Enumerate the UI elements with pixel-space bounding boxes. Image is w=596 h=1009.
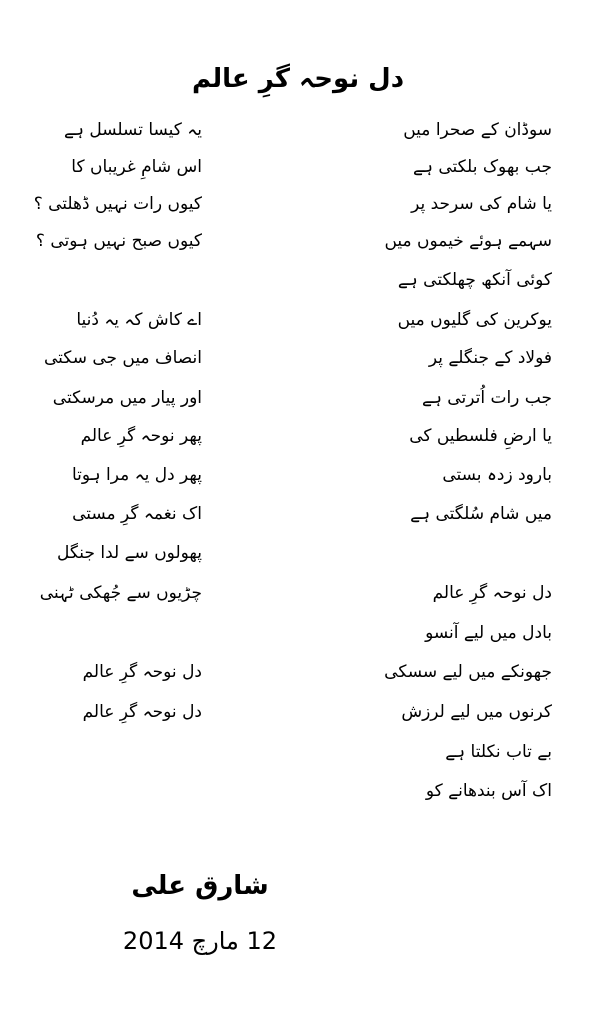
verse-right: بارود زدہ بستی: [442, 465, 552, 485]
verse-right: یوکرین کی گلیوں میں: [397, 310, 552, 330]
verse-row: [0, 537, 596, 569]
verse-row: [0, 459, 596, 491]
verse-left: پھر دل یہ مرا ہوتا: [71, 465, 202, 485]
verse-row: [0, 577, 596, 609]
verse-left: یہ کیسا تسلسل ہے: [64, 120, 202, 140]
verse-right: جب بھوک بلکتی ہے: [413, 157, 552, 177]
verse-right: [312, 537, 552, 569]
poem-verses: [0, 114, 596, 824]
verse-left: [2, 736, 202, 768]
verse-left: اک نغمہ گرِ مستی: [72, 504, 202, 524]
verse-right: یا ارضِ فلسطیں کی: [409, 426, 552, 446]
verse-right: فولاد کے جنگلے پر: [428, 348, 552, 368]
verse-row: [0, 188, 596, 220]
verse-left: اور پیار میں مرسکتی: [52, 388, 202, 408]
verse-right: جب رات اُترتی ہے: [421, 388, 552, 408]
verse-left: اس شامِ غریباں کا: [71, 157, 202, 177]
verse-right: کوئی آنکھ چھلکتی ہے: [397, 270, 552, 290]
verse-row: [0, 114, 596, 146]
poem-title: دل نوحہ گرِ عالم: [191, 64, 405, 94]
verse-left: کیوں صبح نہیں ہوتی ؟: [35, 231, 202, 251]
verse-left: پھر نوحہ گرِ عالم: [80, 426, 202, 446]
verse-right: جھونکے میں لیے سسکی: [384, 662, 552, 682]
verse-row: [0, 304, 596, 336]
verse-left: پھولوں سے لدا جنگل: [57, 543, 202, 563]
verse-right: سوڈان کے صحرا میں: [403, 120, 552, 140]
verse-left: [2, 264, 202, 296]
verse-row: [0, 617, 596, 649]
verse-row: [0, 382, 596, 414]
poem-date: 12 مارچ 2014: [122, 927, 278, 955]
verse-right: اک آس بندھانے کو: [425, 781, 552, 801]
verse-row: [0, 264, 596, 296]
verse-right: بے تاب نکلتا ہے: [445, 742, 552, 762]
author-name: شارق علی: [131, 871, 269, 901]
verse-row: [0, 225, 596, 257]
verse-left: کیوں رات نہیں ڈھلتی ؟: [33, 194, 202, 214]
verse-row: [0, 342, 596, 374]
verse-left: اے کاش کہ یہ دُنیا: [76, 310, 202, 330]
verse-row: [0, 420, 596, 452]
verse-left: [2, 775, 202, 807]
verse-left: [2, 617, 202, 649]
verse-row: [0, 736, 596, 768]
verse-row: [0, 498, 596, 530]
verse-right: کرنوں میں لیے لرزش: [401, 702, 552, 722]
verse-row: [0, 696, 596, 728]
verse-right: یا شام کی سرحد پر: [411, 194, 552, 214]
verse-left: دل نوحہ گرِ عالم: [82, 662, 202, 682]
verse-right: بادل میں لیے آنسو: [425, 623, 552, 643]
verse-left: دل نوحہ گرِ عالم: [82, 702, 202, 722]
verse-right: سہمے ہوئے خیموں میں: [384, 231, 552, 251]
verse-right: میں شام سُلگتی ہے: [410, 504, 552, 524]
verse-right: دل نوحہ گرِ عالم: [432, 583, 552, 603]
verse-row: [0, 775, 596, 807]
verse-row: [0, 656, 596, 688]
verse-left: چڑیوں سے جُھکی ٹہنی: [39, 583, 202, 603]
verse-left: انصاف میں جی سکتی: [44, 348, 202, 368]
verse-row: [0, 151, 596, 183]
